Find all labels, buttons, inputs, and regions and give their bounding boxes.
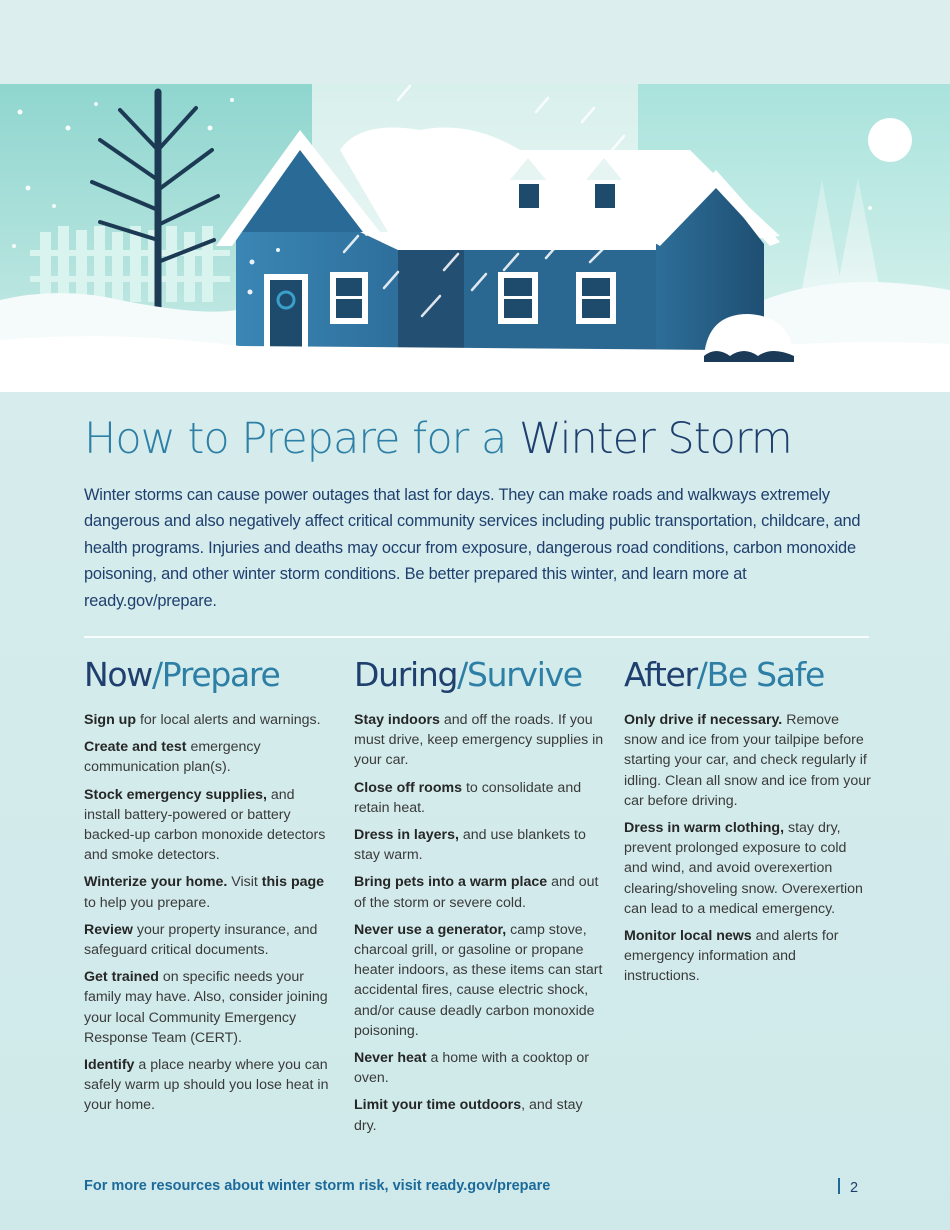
list-item: Limit your time outdoors, and stay dry.: [354, 1097, 583, 1134]
column-heading: [84, 655, 334, 694]
title-part-1: How to Prepare for a: [84, 414, 519, 464]
heading-light: Be Safe: [706, 655, 824, 694]
list-item: Stock emergency supplies, and install battery-powered or battery backed-up carbon monoxide detectors and smoke detectors.: [84, 786, 326, 864]
page-number-value: 2: [850, 1180, 859, 1196]
list-item: Never use a generator, camp stove, charcoal grill, or gasoline or propane heater indoors, as these items can start accidental fires, cause electric shock, and/or cause deadly carbon monoxide poisoning.: [354, 921, 603, 1039]
heading-slash: /: [457, 655, 467, 694]
list-item: Only drive if necessary. Remove snow and ice from your tailpipe before starting your car, and check regularly if idling. Clean all snow and ice from your car before driving.: [624, 712, 871, 809]
list-item: Never heat a home with a cooktop or oven.: [354, 1050, 590, 1087]
hero-illustration: [0, 0, 950, 392]
list-item: Identify a place nearby where you can safely warm up should you lose heat in your home.: [84, 1057, 329, 1114]
list-item: Review your property insurance, and safeguard critical documents.: [84, 921, 318, 959]
column-now-prepare: [84, 655, 334, 1123]
heading-slash: /: [151, 655, 162, 694]
column-heading: [354, 655, 604, 694]
heading-light: Prepare: [161, 655, 280, 694]
intro-paragraph: Winter storms can cause power outages that last for days. They can make roads and walkways extremely dangerous and also negatively affect critical community services including public transportation, childcare, and health programs. Injuries and deaths may occur from exposure, dangerous road conditions, carbon monoxide poisoning, and other winter storm conditions. Be better prepared this winter, and learn more at ready.gov/prepare.: [84, 486, 861, 610]
list-item: Get trained on specific needs your family may have. Also, consider joining your local Community Emergency Response Team (CERT).: [84, 969, 328, 1046]
heading-bold: After: [624, 655, 697, 694]
heading-bold: Now: [84, 655, 152, 694]
list-item: Dress in warm clothing, stay dry, prevent prolonged exposure to cold and wind, and avoid overexertion clearing/shoveling snow. Overexertion can lead to a medical emergency.: [624, 820, 863, 917]
page-title: [84, 414, 792, 464]
footer-resources-link[interactable]: For more resources about winter storm risk, visit ready.gov/prepare: [84, 1178, 551, 1194]
column-after-be-safe: [624, 655, 874, 994]
page-number: [838, 1178, 858, 1196]
list-item: Monitor local news and alerts for emergency information and instructions.: [624, 928, 839, 985]
list-item: Close off rooms to consolidate and retain heat.: [354, 779, 582, 816]
column-heading: [624, 655, 874, 694]
page-number-divider: [838, 1178, 840, 1194]
list-item: Sign up for local alerts and warnings.: [84, 712, 321, 728]
list-item: Winterize your home. Visit this page to help you prepare.: [84, 874, 325, 911]
list-item: Stay indoors and off the roads. If you must drive, keep emergency supplies in your car.: [354, 712, 604, 769]
list-item: Create and test emergency communication plan(s).: [84, 739, 261, 776]
heading-bold: During: [354, 655, 458, 694]
list-item: Dress in layers, and use blankets to stay warm.: [354, 827, 586, 864]
section-divider: [84, 636, 869, 638]
heading-slash: /: [696, 655, 707, 694]
column-during-survive: [354, 655, 604, 1143]
list-item: Bring pets into a warm place and out of the storm or severe cold.: [354, 874, 599, 911]
this-page-link[interactable]: this page: [261, 874, 325, 891]
heading-light: Survive: [466, 655, 582, 694]
title-part-2: Winter Storm: [519, 414, 792, 464]
